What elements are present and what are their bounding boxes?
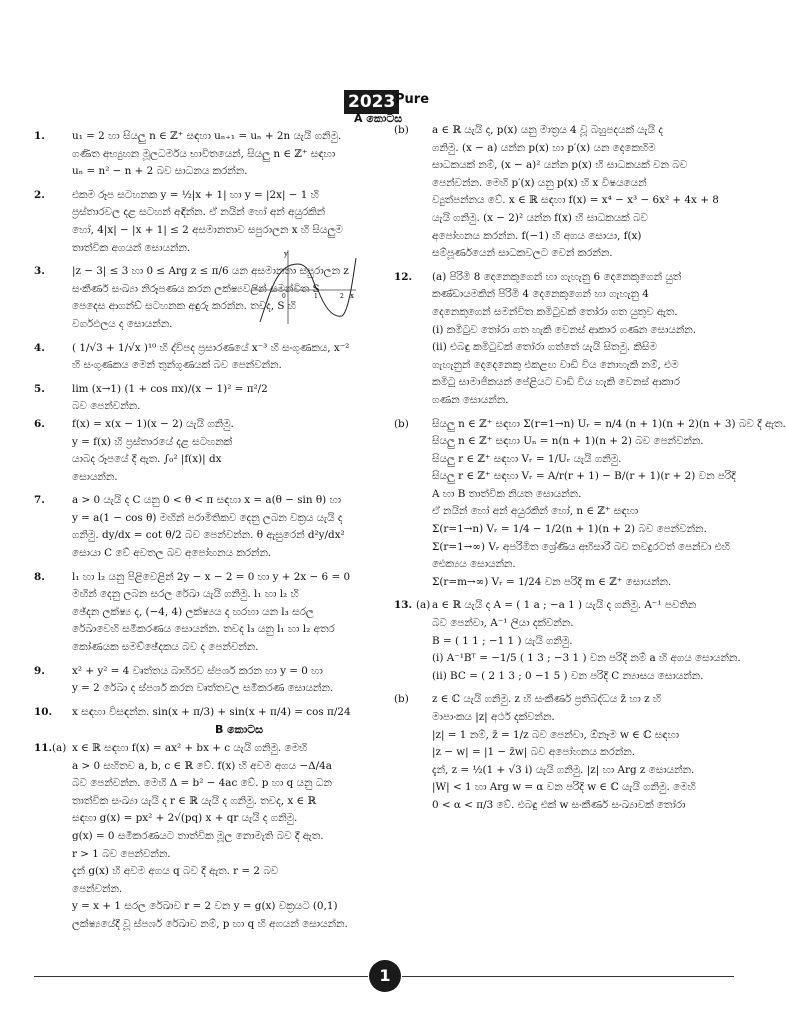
question-line: l₁ හා l₂ යනු පිළිවෙළින් 2y − x − 2 = 0 හා y + 2x − 6 = 0 xyxy=(72,570,351,583)
question-line: (a) පිරිමි 8 දෙනෙකුගෙන් හා ගැහැනු 6 දෙනෙකුගෙන් යුත් xyxy=(432,270,682,283)
question-line: f(x) = x(x − 1)(x − 2) යැයි ගනිමු. xyxy=(72,417,234,430)
question-number: 6. xyxy=(34,417,45,430)
question-line: y = a(1 − cos θ) මඟින් පරාමිතිකව දෙනු ලබන වක්‍රය යැයි ද xyxy=(72,511,343,524)
question-line: සම්පූර්ණයෙන් සාධකවලට වෙන් කරන්න. xyxy=(432,247,613,260)
question-number: 12. xyxy=(394,270,413,283)
question-line: (i) A⁻¹Bᵀ = −1/5 ( 1 3 ; −3 1 ) වන පරිදි නම් a හි අගය සොයන්න. xyxy=(432,652,741,665)
tick-two-label: 2 xyxy=(340,293,344,300)
subpart-label: (a) xyxy=(416,599,431,612)
question-line: හෝ, 4|x| − |x + 1| ≤ 2 අසමානතාව සපුරාලන x හි සියලුම xyxy=(72,223,343,236)
question-line: කණ්ඩායමකින් පිරිමි 4 දෙනෙකුගෙන් හා ගැහැනු 4 xyxy=(432,288,649,301)
question-line: y = f(x) හි ප්‍රස්තාරයේ දළ සටහනක් xyxy=(72,435,233,448)
question-line: මාපාංකය |z| අර්ථ දක්වන්න. xyxy=(432,711,555,723)
year-badge: 2023 xyxy=(344,90,399,114)
question-line: කමිටු සාමාජිකයන් පේළියට වාඩි විය හැකි වෙනස් ආකාර xyxy=(432,376,680,389)
question-line: B = ( 1 1 ; −1 1 ) යැයි ගනිමු. xyxy=(432,634,573,647)
question-line: uₙ = n² − n + 2 බව සාධනය කරන්න. xyxy=(72,165,248,178)
cubic-graph-svg xyxy=(248,246,358,326)
question-5 xyxy=(34,381,384,416)
question-line: සොයා C වේ අවතල බව අපෝහනය කරන්න. xyxy=(72,547,272,560)
question-7 xyxy=(34,492,384,562)
question-number: 5. xyxy=(34,382,45,395)
question-line: දැන්, z = ½(1 + √3 i) යැයි ගනිමු. |z| හා Arg z සොයන්න. xyxy=(432,763,695,776)
question-8 xyxy=(34,569,384,657)
question-line: මඟින් දෙනු ලබන සරල රේඛා යැයි ගනිමු. l₁ හා l₂ හි xyxy=(72,588,299,601)
question-line: පෙන්වන්න. xyxy=(72,882,123,895)
question-line: Σ(r=1→n) Vᵣ = 1/4 − 1/2(n + 1)(n + 2) බව පෙන්වන්න. xyxy=(432,523,707,536)
question-line: ප්‍රස්තාරවල දළ සටහන් අඳින්න. ඒ නයින් හෝ අන් අයුරකින් xyxy=(72,206,326,219)
question-12 xyxy=(394,269,738,410)
question-line: යැයි ගනිමු. (x − 2)² යන්න f(x) හි සාධකයක් බව xyxy=(432,211,648,224)
question-line: එකම රූප සටහනක y = ½|x + 1| හා y = |2x| − 1 හි xyxy=(72,188,319,201)
question-line: සියලු r ∈ ℤ⁺ සඳහා Vᵣ = A/r(r + 1) − B/(r + 1)(r + 2) වන පරිදි xyxy=(432,470,736,483)
question-number: 10. xyxy=(34,705,53,718)
question-line: සියලු r ∈ ℤ⁺ සඳහා Vᵣ = 1/Uᵣ යැයි ගනිමු. xyxy=(432,452,622,465)
question-number: 4. xyxy=(34,341,45,354)
question-line: |z| = 1 නම්, z̄ = 1/z බව පෙන්වා, ඕනෑම w ∈ ℂ සඳහා xyxy=(432,728,680,741)
question-line: තාත්වික සංඛ්‍යා යැයි ද r ∈ ℝ යැයි ද ගනිමු. තවද, x ∈ ℝ xyxy=(72,794,317,807)
footer-rule-left xyxy=(34,976,368,977)
question-number: 2. xyxy=(34,188,45,201)
question-10 xyxy=(34,704,384,722)
question-line: සාධකයක් නම්, (x − a)² යන්න p(x) හි සාධකයක් වන බව xyxy=(432,159,688,172)
question-line: a > 0 යැයි ද C යනු 0 < θ < π සඳහා x = a(θ − sin θ) හා xyxy=(72,494,342,507)
question-line: දැන් g(x) හි අවම අගය q බව දී ඇත. r = 2 බව xyxy=(72,865,279,878)
question-line: u₁ = 2 හා සියලු n ∈ ℤ⁺ සඳහා uₙ₊₁ = uₙ + 2n යැයි ගනිමු. xyxy=(72,130,342,142)
question-line: z ∈ ℂ යැයි ගනිමු. z හි සංකීර්ණ ප්‍රතිබද්ධය z̄ හා z හි xyxy=(432,693,662,706)
question-line: ගණිත අභ්‍යුහන මූලධර්මය භාවිතයෙන්, සියලු n ∈ ℤ⁺ සඳහා xyxy=(72,147,336,160)
question-line: ඒ නයින් හෝ අන් අයුරකින් හෝ, n ∈ ℤ⁺ සඳහා xyxy=(432,505,639,518)
question-line: |z − 3| ≤ 3 හා 0 ≤ Arg z ≤ π/6 යන අසමානතා සපුරාලන z xyxy=(72,265,349,278)
section-b-title: B කොටස xyxy=(214,723,264,737)
question-line: පෙදෙස ආගන්ඩ් සටහනක අඳුරු කරන්න. තවද, S හි xyxy=(72,300,296,313)
question-line: වර්ගඵලය ද සොයන්න. xyxy=(72,317,173,330)
question-line: 0 < α < π/3 වේ. එබඳු එක් w සංකීර්ණ සංඛ්‍යාවක් තෝරා xyxy=(432,798,686,811)
question-line: A හා B තාත්වික නියත සොයන්න. xyxy=(432,487,582,500)
question-number: 13. xyxy=(394,599,413,612)
question-line: lim (x→1) (1 + cos πx)/(x − 1)² = π²/2 බව පෙන්වන්න. xyxy=(72,382,268,413)
question-line: ගණන සොයන්න. xyxy=(432,393,509,406)
question-line: (ii) එබඳු කමිටුවක් තෝරා ගත්තේ යැයි සිතමු. කිසිම xyxy=(432,341,657,354)
question-line: a ∈ ℝ යැයි ද A = ( 1 a ; −a 1 ) යැයි ද ගනිමු. A⁻¹ පවතින xyxy=(432,599,697,612)
question-13b xyxy=(394,691,738,814)
question-line: |z − w| = |1 − z̄w| බව අපෝහනය කරන්න. xyxy=(432,746,635,759)
question-line: y = x + 1 සරල රේඛාව r = 2 වන y = g(x) වක්‍රයට (0,1) xyxy=(72,900,338,913)
question-line: x සඳහා විසඳන්න. sin(x + π/3) + sin(x + π/4) = cos π/24 xyxy=(72,705,351,718)
question-13 xyxy=(394,597,741,685)
footer-rule-right xyxy=(402,976,734,977)
question-line: සියලු n ∈ ℤ⁺ සඳහා Σ(r=1→n) Uᵣ = n/4 (n + 1)(n + 2)(n + 3) බව දී ඇත. xyxy=(432,417,786,430)
question-line: ගනිමු. (x − a) යන්න p(x) හා p′(x) යන දෙකෙහිම xyxy=(432,141,656,154)
question-4 xyxy=(34,340,384,375)
question-line: r > 1 බව පෙන්වන්න. xyxy=(72,847,171,860)
question-line: අපෝහනය කරන්න. f(−1) හි අගය සොයා, f(x) xyxy=(432,229,642,242)
right-column xyxy=(394,122,786,815)
question-line: ඓක්‍යය සොයන්න. xyxy=(432,558,516,571)
question-line: g(x) = 0 සමීකරණයට තාත්වික මූල නොමැති බව දී ඇත. xyxy=(72,829,324,842)
section-a-title: A කොටස xyxy=(354,112,403,125)
question-line: ( 1/√3 + 1/√x )¹⁰ හි ද්විපද ප්‍රසාරණයේ x⁻³ හි සංගුණකය, x⁻² xyxy=(72,341,350,354)
subpart-label: (b) xyxy=(394,693,409,706)
y-axis-label: y xyxy=(284,250,288,258)
x-axis-label: x xyxy=(350,292,354,300)
question-line: ව්‍යුත්පන්නය වේ. x ∈ ℝ සඳහා f(x) = x⁴ − x³ − 6x² + 4x + 8 xyxy=(432,194,719,207)
tick-one-label: 1 xyxy=(314,293,318,300)
subpart-label: (a) xyxy=(52,742,67,754)
question-line: සඳහා g(x) = px² + 2√(pq) x + qr යැයි ද ගනිමු. xyxy=(72,812,298,825)
question-line: රේඛාවෙහි සමීකරණය සොයන්න. තවද l₃ යනු l₁ හා l₂ අතර xyxy=(72,623,335,636)
question-line: a ∈ ℝ යැයි ද, p(x) යනු මාත්‍රය 4 වූ බහුපදයක් යැයි ද xyxy=(432,124,663,136)
question-number: 7. xyxy=(34,494,45,507)
subpart-label: (b) xyxy=(394,124,409,136)
question-line: බව පෙන්වන්න. මෙහි Δ = b² − 4ac වේ. p හා q යනු ධන xyxy=(72,777,332,790)
subject-title: Pure xyxy=(395,92,430,107)
question-number: 9. xyxy=(34,664,45,677)
question-line: දෙනෙකුගෙන් සමන්විත කමිටුවක් තෝරා ගත යුතුව ඇත. xyxy=(432,305,678,318)
question-11b xyxy=(394,122,738,263)
question-line: හි සංගුණකය මෙන් තුන්ගුණයක් බව පෙන්වන්න. xyxy=(72,359,282,372)
question-line: යාබද රූපයේ දී ඇත. ∫₀² |f(x)| dx xyxy=(72,453,222,466)
question-line: |W| < 1 හා Arg w = α වන පරිදි w ∈ ℂ යැයි ගනිමු. මෙහි xyxy=(432,781,696,794)
question-line: Σ(r=m→∞) Vᵣ = 1/24 වන පරිදි m ∈ ℤ⁺ සොයන්න. xyxy=(432,575,672,588)
question-line: පෙන්වන්න. මෙහි p′(x) යනු p(x) හි x විෂයයෙන් xyxy=(432,176,647,189)
question-6 xyxy=(34,416,384,486)
question-line: (i) කමිටුව තෝරා ගත හැකි වෙනස් ආකාර ගණන සොයන්න. xyxy=(432,323,697,336)
question-line: සංකීර්ණ සංඛ්‍යා නිරූපණය කරන ලක්ෂ්‍යවලින් සමන්විත S xyxy=(72,282,320,295)
question-number: 11. xyxy=(34,742,53,754)
origin-label: 0 xyxy=(282,293,286,300)
page-number: 1 xyxy=(369,960,401,992)
question-line: x ∈ ℝ සඳහා f(x) = ax² + bx + c යැයි ගනිමු. මෙහි xyxy=(72,742,308,754)
question-line: කෝණයක සමච්ඡේදකය බව ද පෙන්වන්න. xyxy=(72,641,259,654)
question-9 xyxy=(34,663,384,698)
subpart-label: (b) xyxy=(394,417,409,430)
question-line: තාත්වික අගයන් සොයන්න. xyxy=(72,241,191,254)
question-number: 1. xyxy=(34,130,45,142)
question-line: (ii) BC = ( 2 1 3 ; 0 −1 5 ) වන පරිදි C න්‍යාසය සොයන්න. xyxy=(432,669,704,682)
question-line: ඡේදන ලක්ෂ්‍ය ද, (−4, 4) ලක්ෂ්‍යය ද හරහා යන l₃ සරල xyxy=(72,605,314,618)
question-line: x² + y² = 4 වෘත්තය බාහිරව ස්පර්ශ කරන හා y = 0 හා xyxy=(72,664,323,677)
question-line: බව පෙන්වා, A⁻¹ ලියා දක්වන්න. xyxy=(432,617,574,630)
question-number: 8. xyxy=(34,570,45,583)
question-line: ගැහැනුන් දෙදෙනෙකු එකළඟ වාඩි විය නොහැකි නම්, එම xyxy=(432,358,679,371)
question-line: සියලු n ∈ ℤ⁺ සඳහා Uₙ = n(n + 1)(n + 2) බව පෙන්වන්න. xyxy=(432,435,704,448)
question-line: ගනිමු. dy/dx = cot θ/2 බව පෙන්වන්න. θ ඇසුරෙන් d²y/dx² xyxy=(72,529,345,542)
cubic-graph xyxy=(248,246,358,330)
question-12b xyxy=(394,416,786,592)
question-line: a > 0 සහිතව a, b, c ∈ ℝ වේ. f(x) හි අවම අගය −Δ/4a xyxy=(72,759,332,772)
question-line: y = 2 රේඛා ද ස්පර්ශ කරන වෘත්තවල සමීකරණ සොයන්න. xyxy=(72,682,334,695)
question-line: සොයන්න. xyxy=(72,470,118,483)
question-line: Σ(r=1→∞) Vᵣ අපරිමිත ශ්‍රේණිය අභිසාරී බව තවදුරටත් පෙන්වා එහි xyxy=(432,540,730,553)
question-number: 3. xyxy=(34,265,45,278)
question-line: ලක්ෂ්‍යයේදී වූ ස්පර්ශ රේඛාව නම්, p හා q හි අගයන් සොයන්න. xyxy=(72,917,348,930)
question-11 xyxy=(34,740,384,934)
question-1 xyxy=(34,128,384,181)
